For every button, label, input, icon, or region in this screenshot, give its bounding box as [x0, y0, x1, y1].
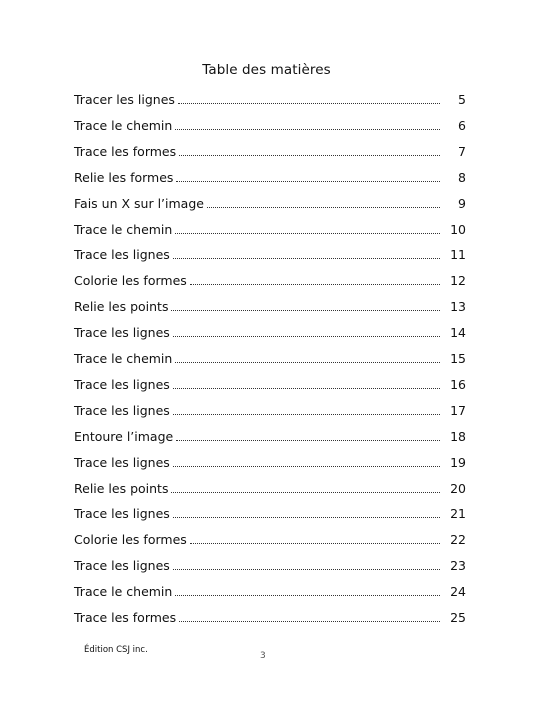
toc-entry-label: Trace les lignes — [74, 454, 170, 470]
toc-entry-label: Colorie les formes — [74, 273, 187, 289]
toc-dot-leader — [173, 466, 440, 467]
toc-dot-leader — [190, 543, 440, 544]
publisher-footer: Édition CSJ inc. — [84, 645, 148, 655]
toc-entry-label: Trace les lignes — [74, 506, 170, 522]
toc-entry-label: Trace les lignes — [74, 402, 170, 418]
toc-entry — [74, 88, 466, 108]
toc-dot-leader — [175, 233, 440, 234]
toc-entry-label: Relie les points — [74, 480, 169, 496]
toc-entry — [74, 477, 466, 497]
toc-entry-label: Entoure l’image — [74, 428, 174, 444]
toc-entry-page: 17 — [450, 402, 466, 418]
toc-dot-leader — [171, 492, 440, 493]
toc-dot-leader — [173, 388, 440, 389]
toc-entry — [74, 321, 466, 341]
toc-entry-label: Trace le chemin — [74, 117, 173, 133]
toc-entry — [74, 218, 466, 238]
toc-entry — [74, 114, 466, 134]
page-number: 3 — [260, 651, 266, 661]
toc-entry-page: 8 — [458, 169, 466, 185]
toc-entry-label: Relie les points — [74, 299, 169, 315]
toc-dot-leader — [173, 258, 440, 259]
toc-entry-page: 12 — [450, 273, 466, 289]
toc-entry — [74, 451, 466, 471]
toc-dot-leader — [175, 595, 440, 596]
toc-entry-label: Fais un X sur l’image — [74, 195, 204, 211]
toc-entry-label: Trace les lignes — [74, 558, 170, 574]
toc-entry-page: 13 — [450, 299, 466, 315]
toc-entry-page: 11 — [450, 247, 466, 263]
toc-entry — [74, 425, 466, 445]
toc-entry-page: 10 — [450, 221, 466, 237]
toc-dot-leader — [179, 621, 440, 622]
toc-dot-leader — [173, 336, 440, 337]
toc-entry-label: Trace les lignes — [74, 247, 170, 263]
toc-entry — [74, 580, 466, 600]
toc-entry — [74, 373, 466, 393]
toc-entry — [74, 269, 466, 289]
toc-entry-page: 14 — [450, 325, 466, 341]
toc-entry — [74, 554, 466, 574]
toc-dot-leader — [175, 362, 440, 363]
toc-entry-label: Trace les lignes — [74, 325, 170, 341]
toc-entry-label: Trace le chemin — [74, 221, 173, 237]
toc-entry-page: 9 — [458, 195, 466, 211]
toc-entry — [74, 295, 466, 315]
toc-entry-label: Relie les formes — [74, 169, 174, 185]
toc-entry-label: Tracer les lignes — [74, 92, 175, 107]
toc-entry-page: 6 — [458, 117, 466, 133]
toc-dot-leader — [207, 207, 440, 208]
toc-entry-label: Trace le chemin — [74, 351, 173, 366]
toc-title: Table des matières — [202, 62, 331, 78]
toc-entry-page: 18 — [450, 428, 466, 444]
toc-entry — [74, 166, 466, 186]
toc-entry-page: 21 — [450, 506, 466, 522]
toc-entry — [74, 502, 466, 522]
toc-dot-leader — [173, 569, 440, 570]
toc-entry — [74, 347, 466, 367]
toc-entry-page: 5 — [458, 92, 466, 107]
toc-entry-page: 24 — [450, 584, 466, 600]
toc-dot-leader — [176, 440, 440, 441]
toc-entry-label: Trace le chemin — [74, 584, 173, 600]
toc-dot-leader — [190, 284, 440, 285]
toc-entry-label: Trace les formes — [74, 610, 177, 625]
toc-dot-leader — [173, 517, 440, 518]
toc-entry — [74, 399, 466, 419]
toc-dot-leader — [171, 310, 440, 311]
toc-dot-leader — [179, 155, 440, 156]
toc-entry-page: 22 — [450, 532, 466, 548]
toc-dot-leader — [176, 181, 440, 182]
toc-entry-page: 23 — [450, 558, 466, 574]
toc-entry-page: 16 — [450, 376, 466, 392]
toc-entry-page: 19 — [450, 454, 466, 470]
toc-entry — [74, 243, 466, 263]
toc-dot-leader — [173, 414, 440, 415]
toc-dot-leader — [178, 103, 440, 104]
toc-entry-page: 7 — [458, 143, 466, 159]
toc-entry-page: 15 — [450, 351, 466, 366]
toc-entry-page: 25 — [450, 610, 466, 625]
toc-entry-page: 20 — [450, 480, 466, 496]
toc-entry — [74, 192, 466, 212]
toc-entry — [74, 140, 466, 160]
toc-entry-label: Trace les formes — [74, 143, 177, 159]
toc-entry-label: Colorie les formes — [74, 532, 187, 548]
toc-entry — [74, 528, 466, 548]
toc-entry-label: Trace les lignes — [74, 376, 170, 392]
toc-entry — [74, 606, 466, 626]
toc-dot-leader — [175, 129, 440, 130]
